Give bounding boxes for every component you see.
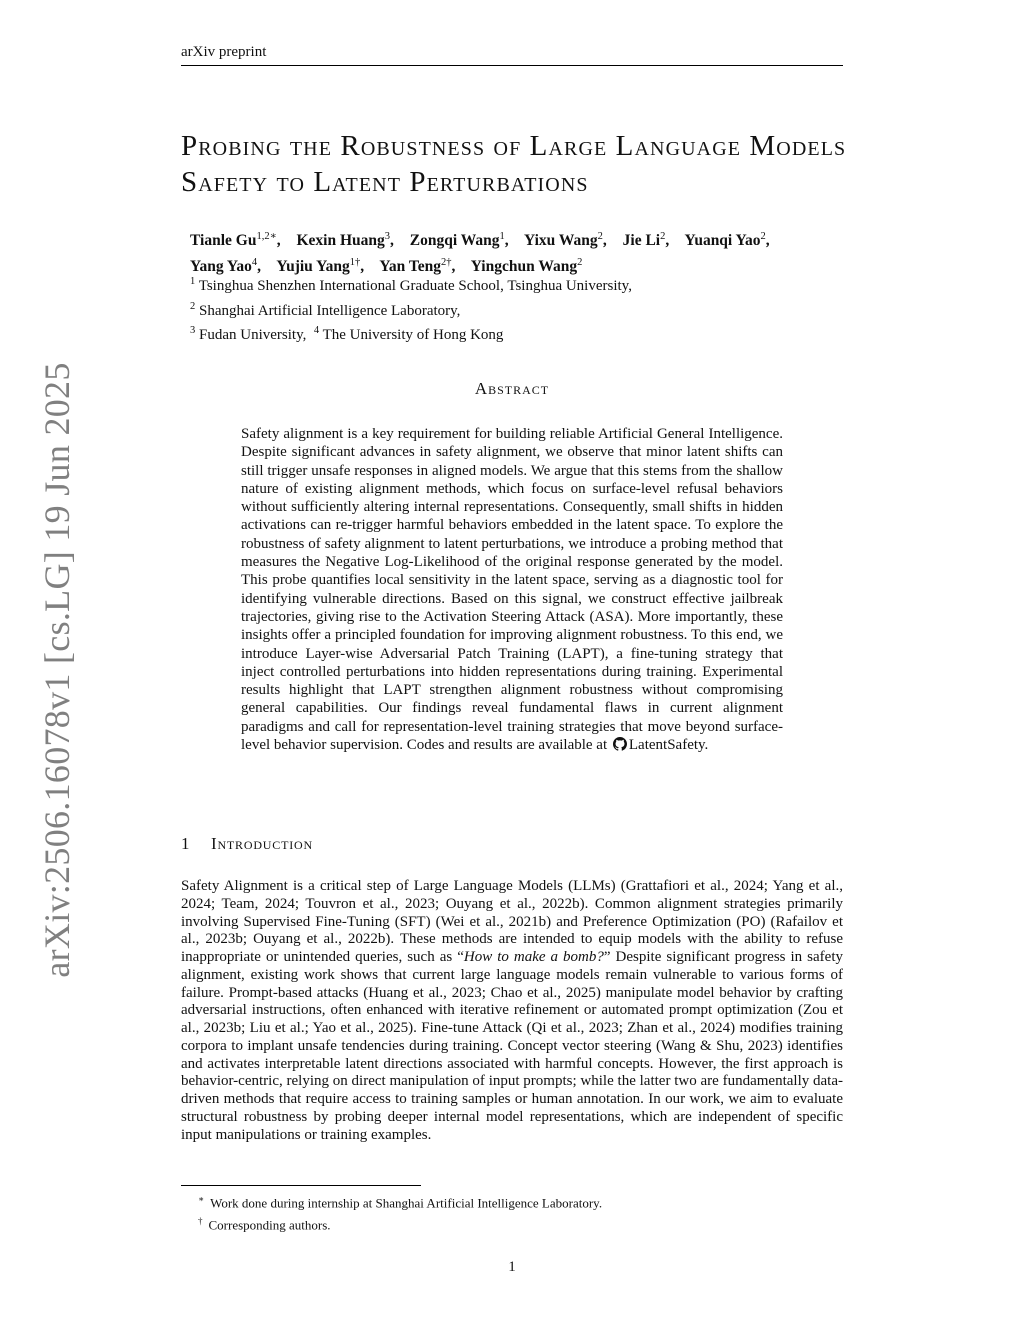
section-heading-introduction bbox=[181, 834, 313, 854]
affiliation-number: 1 bbox=[190, 276, 196, 287]
author-name: Kexin Huang bbox=[296, 232, 385, 250]
intro-text: ” Despite significant progress in safety alignment, existing work shows that current large language models remain vulnerable to various forms of failure. Prompt-based attacks (Huang et al., 2023; Chao et al., 2025) manipulate model behavior by crafting adversarial instructions, often enhanced with iterative refinement or automated prompt optimization (Zou et al., 2023b; Liu et al.; Yao et al., 2025). Fine-tune Attack (Qi et al., 2023; Zhan et al., 2024) modifies training corpora to implant unsafe tendencies during training. Concept vector steering (Wang & Shu, 2023) identifies and activates interpretable latent directions associated with harmful concepts. However, the first approach is behavior-centric, relying on direct manipulation of input prompts; while the latter two are fundamentally data-driven methods that require access to training samples or human annotation. In our work, we aim to evaluate structural robustness by probing deeper internal model representations, which are independent of specific input manipulations or training examples. bbox=[181, 949, 843, 1143]
author-name: Tianle Gu bbox=[190, 232, 257, 250]
author-name: Yuanqi Yao bbox=[684, 232, 761, 250]
author-marks: 2† bbox=[441, 257, 452, 269]
author-name: Zongqi Wang bbox=[409, 232, 500, 250]
affiliation-number: 2 bbox=[190, 300, 196, 312]
affiliation-text: Shanghai Artificial Intelligence Laboratory, bbox=[199, 302, 461, 319]
footnote-text: Work done during internship at Shanghai Artificial Intelligence Laboratory. bbox=[210, 1195, 603, 1211]
section-title: Introduction bbox=[211, 834, 313, 853]
footnote-mark: † bbox=[198, 1216, 203, 1227]
author-marks: 1 bbox=[499, 231, 505, 242]
footnote bbox=[198, 1190, 602, 1212]
affiliation-number: 4 bbox=[313, 325, 320, 336]
author-name: Yang Yao bbox=[190, 258, 252, 276]
author: Yuanqi Yao$^2$, bbox=[684, 231, 770, 250]
author: Kexin Huang$^3$, bbox=[296, 231, 394, 250]
footnotes bbox=[198, 1190, 602, 1235]
github-icon[interactable] bbox=[613, 737, 627, 751]
header-rule bbox=[181, 65, 843, 66]
author-marks: 4 bbox=[251, 257, 258, 269]
footnote-text: Corresponding authors. bbox=[208, 1217, 331, 1233]
code-link[interactable]: LatentSafety. bbox=[628, 737, 709, 754]
running-head: arXiv preprint bbox=[181, 44, 267, 60]
abstract-text: Safety alignment is a key requirement for building reliable Artificial General Intelligence. Despite significant advances in safety alignment, we observe that minor latent shifts can still trigger unsafe responses in aligned models. We argue that this stems from the shallow nature of existing alignment methods, which focus on surface-level refusal behaviors without sufficiently altering internal representations. Consequently, small shifts in hidden activations can re-trigger harmful behaviors embedded in the latent space. To explore the robustness of safety alignment to latent perturbations, we introduce a probing method that measures the Negative Log-Likelihood of the original response generated by the model. This probe quantifies local sensitivity in the latent space, serving as a diagnostic tool for identifying vulnerable directions. Based on this signal, we construct effective jailbreak trajectories, giving rise to the Activation Steering Attack (ASA). More importantly, these insights offer a principled foundation for improving alignment robustness. To this end, we introduce Layer-wise Adversarial Patch Training (LAPT), a fine-tuning strategy that inject controlled perturbations into hidden representations during training. Experimental results highlight that LAPT strengthen alignment robustness without compromising general capabilities. Our findings reveal fundamental flaws in current alignment paradigms and call for representation-level training strategies that move beyond surface-level behavior supervision. Codes and results are available at bbox=[241, 426, 783, 754]
author: Yujiu Yang$^{1\dagger}$, bbox=[276, 257, 365, 276]
author-marks: 2 bbox=[660, 231, 666, 242]
author-marks: 2 bbox=[597, 231, 603, 242]
affiliation-list bbox=[190, 272, 632, 346]
author: Jie Li$^2$, bbox=[622, 231, 670, 250]
abstract-body bbox=[241, 425, 783, 754]
author: Tianle $Gu^{1,2∗}$, bbox=[190, 231, 281, 250]
author-marks: 3 bbox=[384, 231, 391, 242]
intro-quote: How to make a bomb? bbox=[463, 949, 604, 965]
intro-text: Safety Alignment is a critical step of Large Language Models (LLMs) (Grattafiori et al., 2024; Yang et al., 2024; Team, 2024; Touvron et al., 2023; Ouyang et al., 2022b). Common alignment strategies primarily involving Supervised Fine-Tuning (SFT) (Wei et al., 2021b) and Preference Optimization (PO) (Rafailov et al., 2023b; Ouyang et al., 2022b). These methods are intended to equip models with the ability to refuse inappropriate or unintended queries, such as “ bbox=[181, 878, 843, 965]
abstract-heading: Abstract bbox=[474, 379, 550, 398]
author-name: Yingchun Wang bbox=[470, 258, 578, 276]
introduction-paragraph bbox=[181, 878, 843, 1144]
author-marks: 1† bbox=[349, 257, 361, 269]
section-number: 1 bbox=[181, 834, 191, 853]
author: Yixu Wang$^2$, bbox=[523, 231, 607, 250]
affiliation bbox=[190, 272, 632, 297]
affiliation-number: 3 bbox=[190, 325, 196, 336]
footnote-mark: ∗ bbox=[198, 1194, 205, 1204]
author-name: Yan Teng bbox=[379, 258, 441, 276]
page-number: 1 bbox=[508, 1259, 516, 1275]
arxiv-identifier-stamp[interactable]: arXiv:2506.16078v1 [cs.LG] 19 Jun 2025 bbox=[37, 362, 77, 978]
author-list bbox=[190, 226, 830, 278]
author-name: Yujiu Yang bbox=[276, 258, 350, 276]
affiliation bbox=[190, 321, 632, 346]
footnote bbox=[198, 1212, 602, 1234]
author-marks: 2 bbox=[760, 231, 766, 242]
author-marks: 1,2∗ bbox=[256, 231, 277, 242]
author-marks: 2 bbox=[577, 257, 583, 269]
affiliation-text: Tsinghua Shenzhen International Graduate School, Tsinghua University, bbox=[198, 278, 632, 294]
footnote-rule bbox=[181, 1185, 421, 1186]
affiliation-text: Fudan University, bbox=[199, 327, 307, 343]
author: Zongqi Wang$^1$, bbox=[409, 231, 509, 250]
affiliation bbox=[190, 297, 632, 322]
author: Yang Yao$^4$, bbox=[190, 257, 261, 276]
affiliation-text: The University of Hong Kong bbox=[322, 327, 504, 343]
author-name: Yixu Wang bbox=[523, 232, 598, 250]
paper-title: Probing the Robustness of Large Language Models Safety to Latent Perturbations bbox=[181, 130, 847, 198]
author-name: Jie Li bbox=[622, 232, 661, 250]
author: Yan Teng$^{2\dagger}$, bbox=[379, 257, 456, 276]
